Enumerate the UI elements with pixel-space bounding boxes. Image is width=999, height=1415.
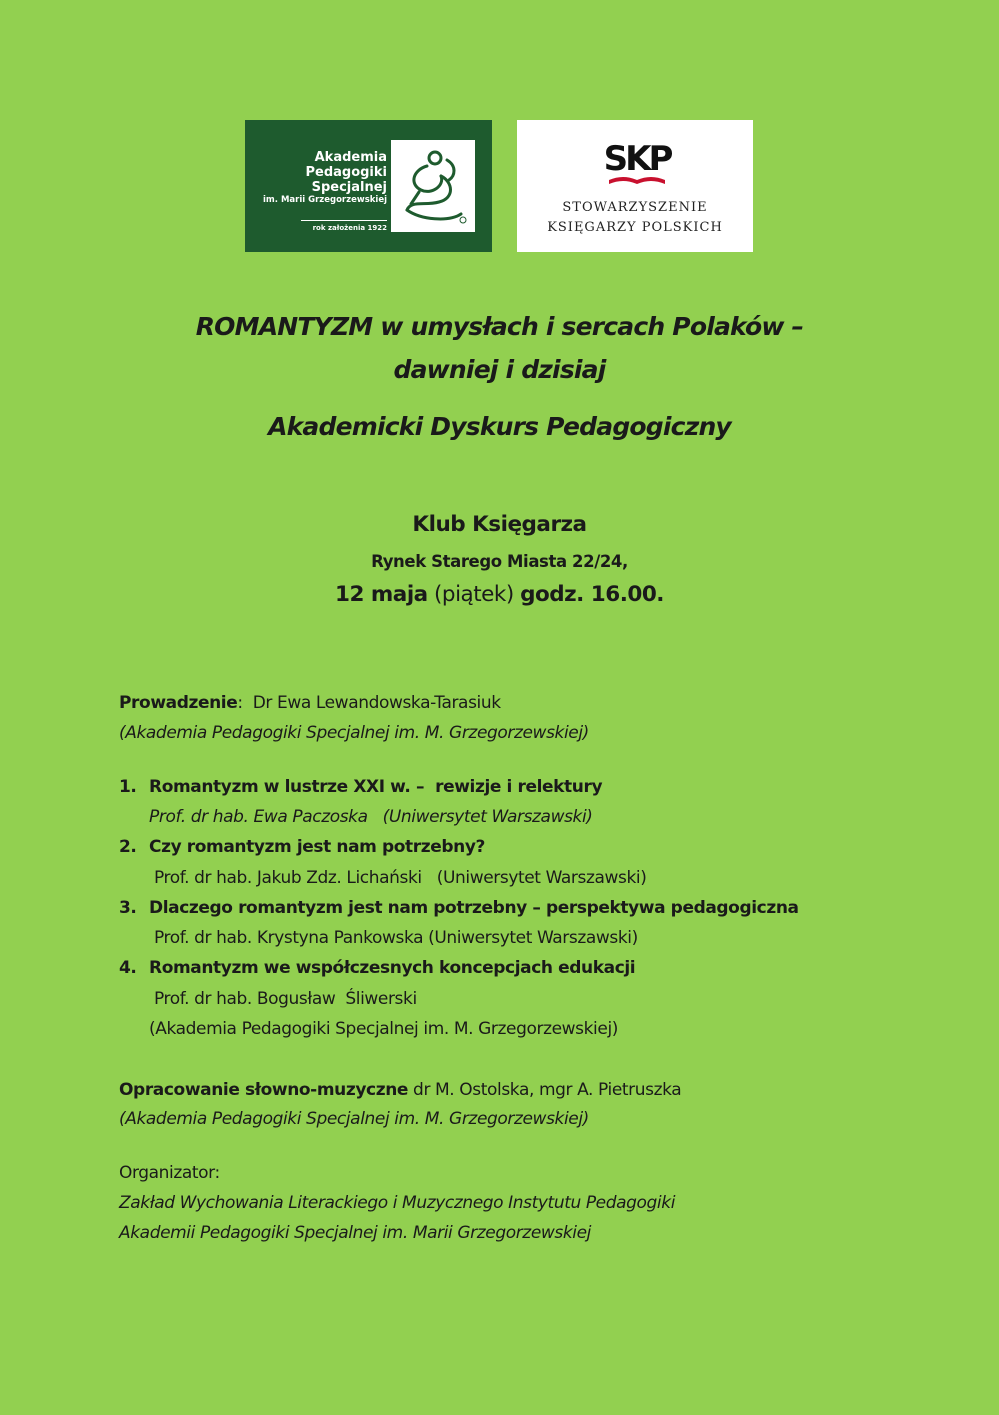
host-name: Dr Ewa Lewandowska-Tarasiuk (252, 693, 501, 713)
organizer-label: Organizator: (119, 1163, 220, 1183)
talk-number: 4. (119, 958, 137, 978)
host-label: Prowadzenie (119, 693, 238, 713)
aps-logo-line3: Specjalnej (311, 180, 387, 195)
host-line (119, 688, 501, 718)
talk-title: Dlaczego romantyzm jest nam potrzebny – perspektywa pedagogiczna (149, 898, 799, 918)
event-title-line1: ROMANTYZM w umysłach i sercach Polaków – (195, 312, 804, 341)
event-subtitle: Akademicki Dyskurs Pedagogiczny (268, 412, 731, 441)
aps-logo-year: rok założenia 1922 (312, 224, 387, 232)
event-day: (piątek) (434, 582, 514, 607)
event-datetime (0, 579, 999, 611)
aps-logo-line2: Pedagogiki (305, 165, 387, 180)
host-affiliation: (Akademia Pedagogiki Specjalnej im. M. Grzegorzewskiej) (119, 723, 589, 743)
talk-number: 3. (119, 898, 137, 918)
aps-logo-text (245, 150, 387, 206)
event-time: godz. 16.00. (520, 582, 664, 607)
talk-title: Czy romantyzm jest nam potrzebny? (149, 837, 485, 857)
talk-3-title (119, 893, 799, 923)
event-date: 12 maja (335, 582, 428, 607)
skp-logo-line2: KSIĘGARZY POLSKICH (547, 220, 723, 235)
talk-title: Romantyzm we współczesnych koncepcjach edukacji (149, 958, 636, 978)
talk-4-affiliation: (Akademia Pedagogiki Specjalnej im. M. Grzegorzewskiej) (149, 1019, 618, 1039)
aps-logo (245, 120, 492, 252)
aps-logo-divider (301, 220, 387, 221)
event-title-line2: dawniej i dzisiaj (393, 355, 606, 384)
talk-4-speaker: Prof. dr hab. Bogusław Śliwerski (149, 989, 417, 1009)
talk-title: Romantyzm w lustrze XXI w. – rewizje i relektury (149, 777, 603, 797)
organizer-line2: Akademii Pedagogiki Specjalnej im. Marii Grzegorzewskiej (119, 1223, 591, 1243)
organizer-line1: Zakład Wychowania Literackiego i Muzycznego Instytutu Pedagogiki (119, 1193, 676, 1213)
skp-logo-line1: STOWARZYSZENIE (562, 200, 708, 215)
skp-book-icon (601, 130, 673, 190)
music-names: dr M. Ostolska, mgr A. Pietruszka (408, 1080, 682, 1100)
talk-2-speaker: Prof. dr hab. Jakub Zdz. Lichański (Uniwersytet Warszawski) (149, 868, 647, 888)
talk-number: 2. (119, 837, 137, 857)
skp-mark-text: SKP (603, 139, 671, 179)
skp-logo (517, 120, 753, 252)
venue-address: Rynek Starego Miasta 22/24, (371, 552, 628, 571)
aps-emblem-icon (391, 140, 475, 232)
music-line (119, 1075, 681, 1105)
music-label: Opracowanie słowno-muzyczne (119, 1080, 409, 1100)
music-affiliation: (Akademia Pedagogiki Specjalnej im. M. Grzegorzewskiej) (119, 1109, 589, 1129)
talk-1-speaker: Prof. dr hab. Ewa Paczoska (Uniwersytet Warszawski) (149, 807, 593, 827)
talk-3-speaker: Prof. dr hab. Krystyna Pankowska (Uniwersytet Warszawski) (149, 928, 638, 948)
aps-logo-line1: Akademia (314, 150, 387, 165)
host-sep: : (237, 693, 253, 713)
talk-2-title (119, 832, 485, 862)
talk-4-title (119, 953, 635, 983)
aps-logo-line4: im. Marii Grzegorzewskiej (263, 195, 387, 205)
venue-name: Klub Księgarza (412, 512, 587, 537)
talk-number: 1. (119, 777, 137, 797)
talk-1-title (119, 772, 602, 802)
skp-logo-name (517, 198, 753, 238)
